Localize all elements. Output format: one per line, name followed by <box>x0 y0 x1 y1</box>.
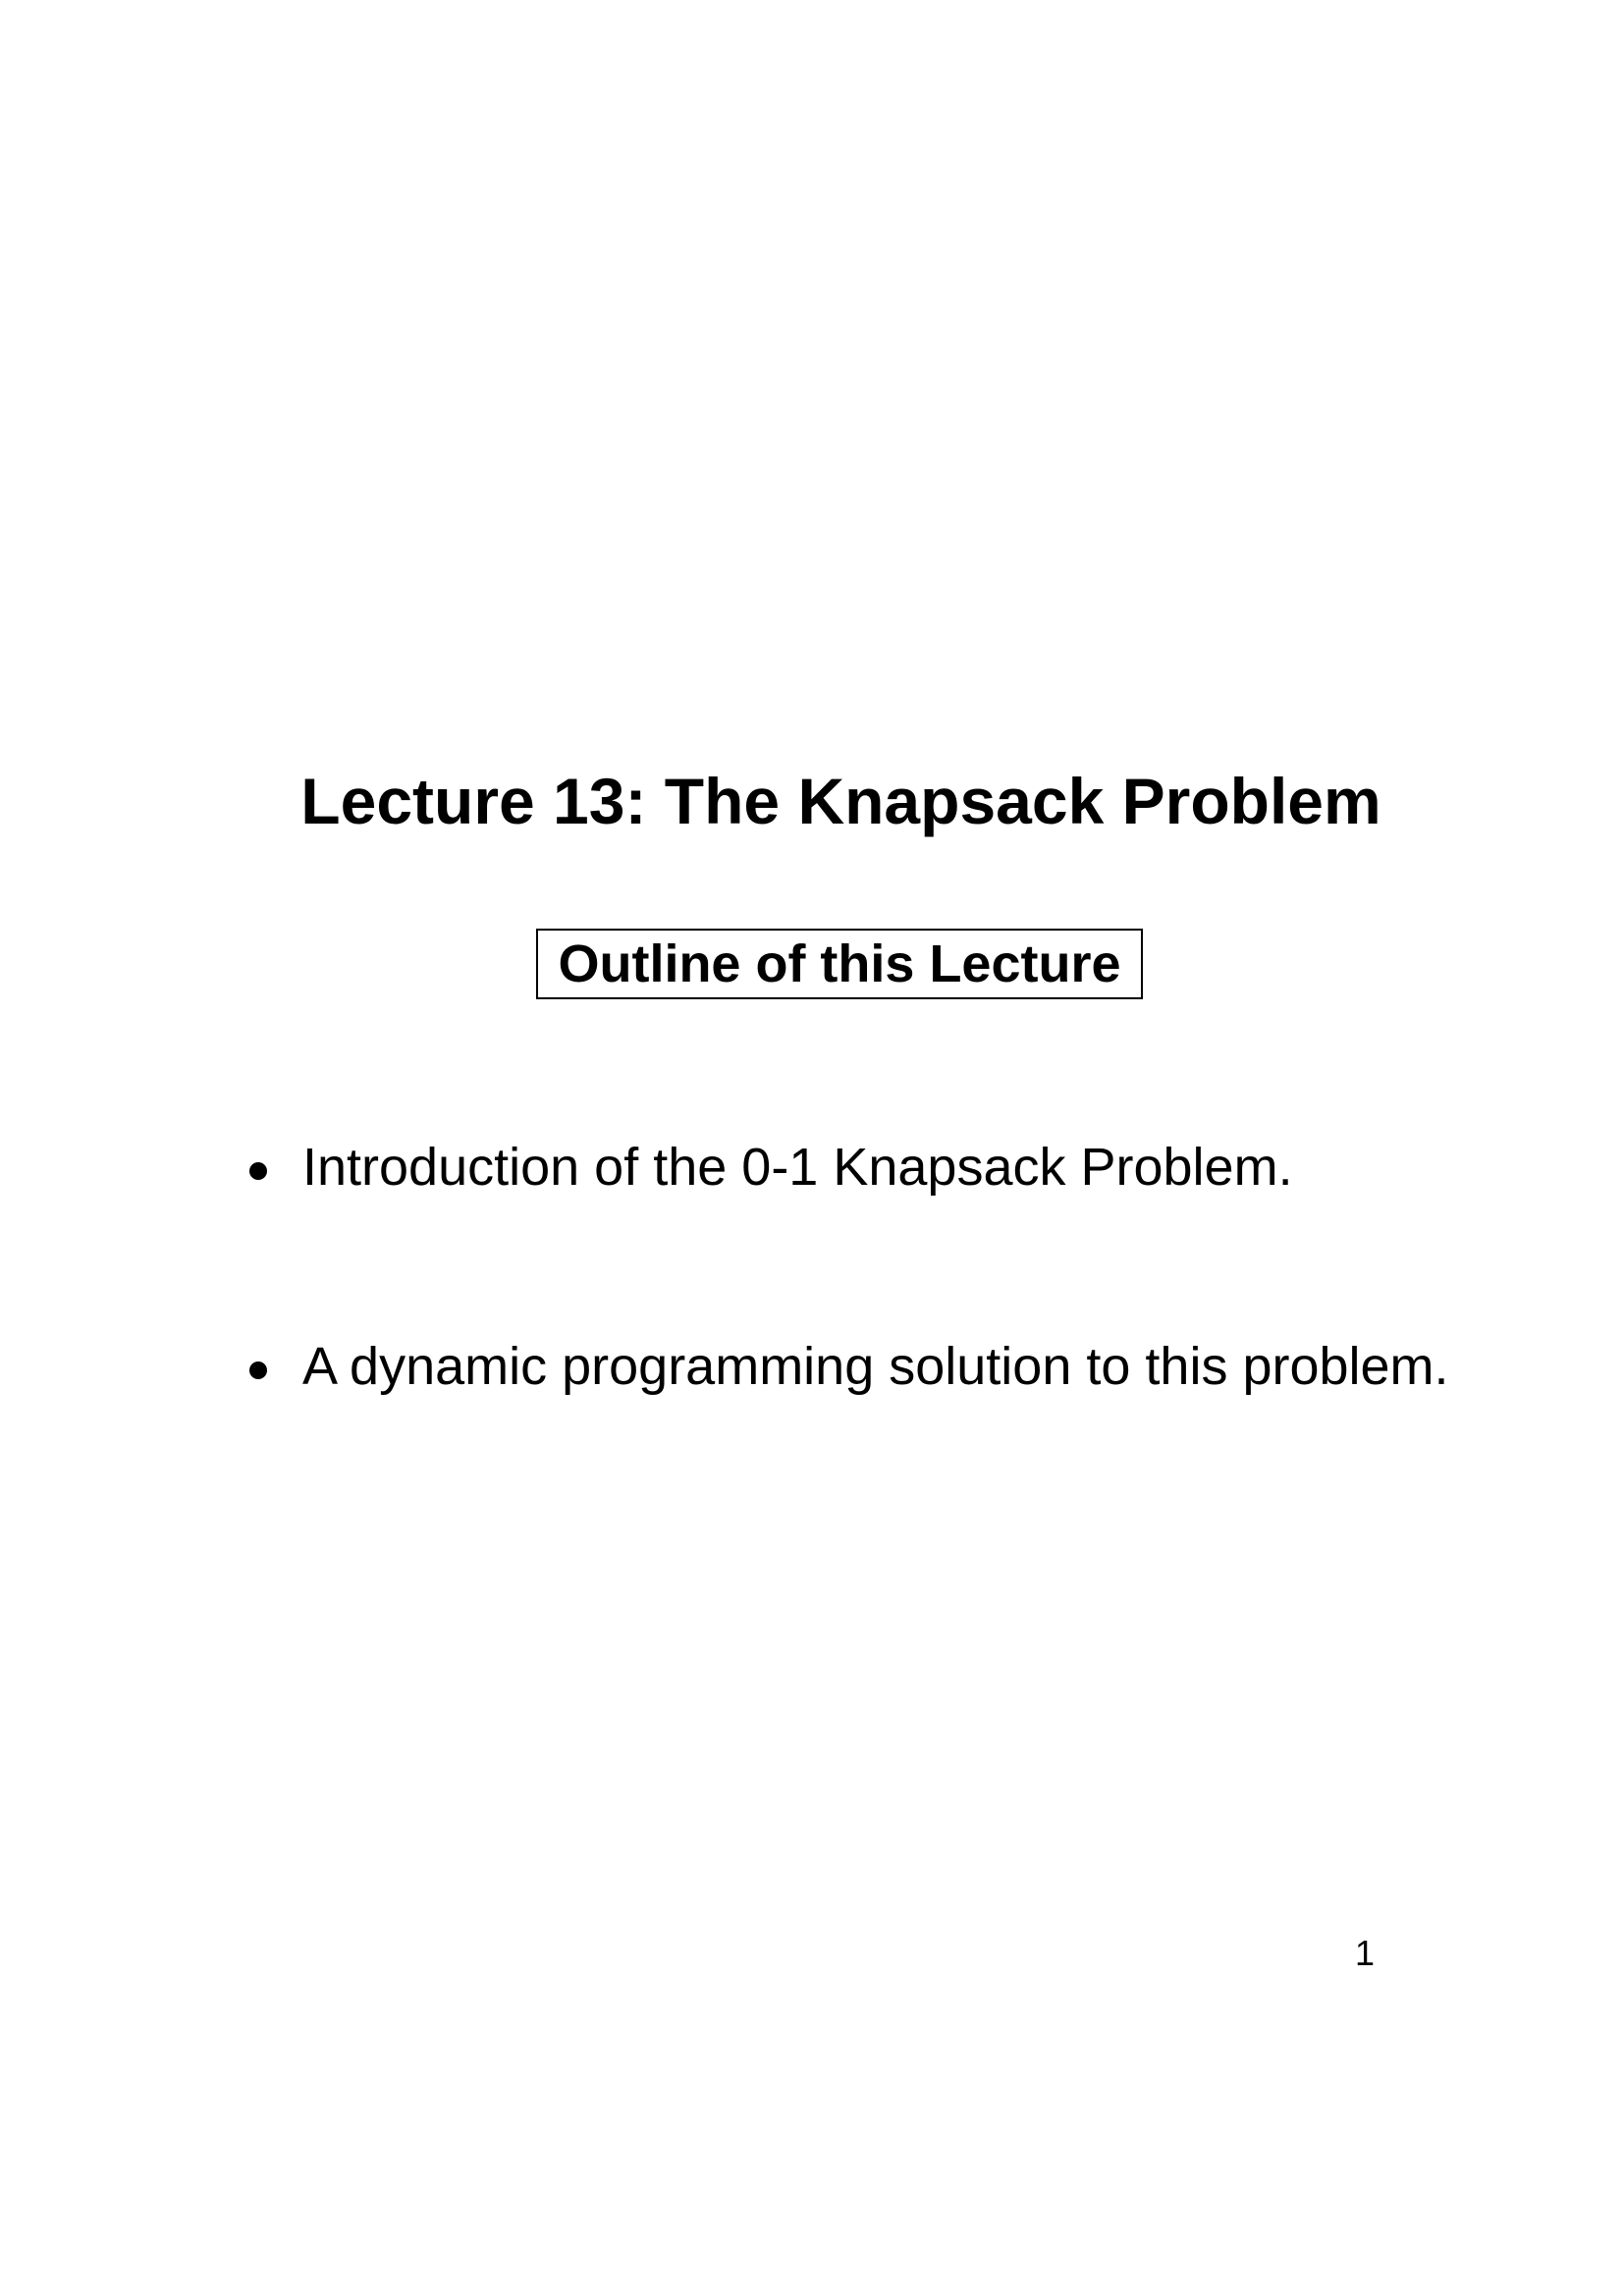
bullet-text: Introduction of the 0-1 Knapsack Problem. <box>302 1138 1293 1197</box>
lecture-title: Lecture 13: The Knapsack Problem <box>300 765 1381 837</box>
bullet-dot-icon <box>249 1362 267 1379</box>
bullet-text: A dynamic programming solution to this problem. <box>302 1337 1449 1396</box>
outline-heading-box: Outline of this Lecture <box>536 929 1143 999</box>
page-number: 1 <box>1355 1933 1376 1973</box>
bullet-dot-icon <box>249 1162 267 1180</box>
